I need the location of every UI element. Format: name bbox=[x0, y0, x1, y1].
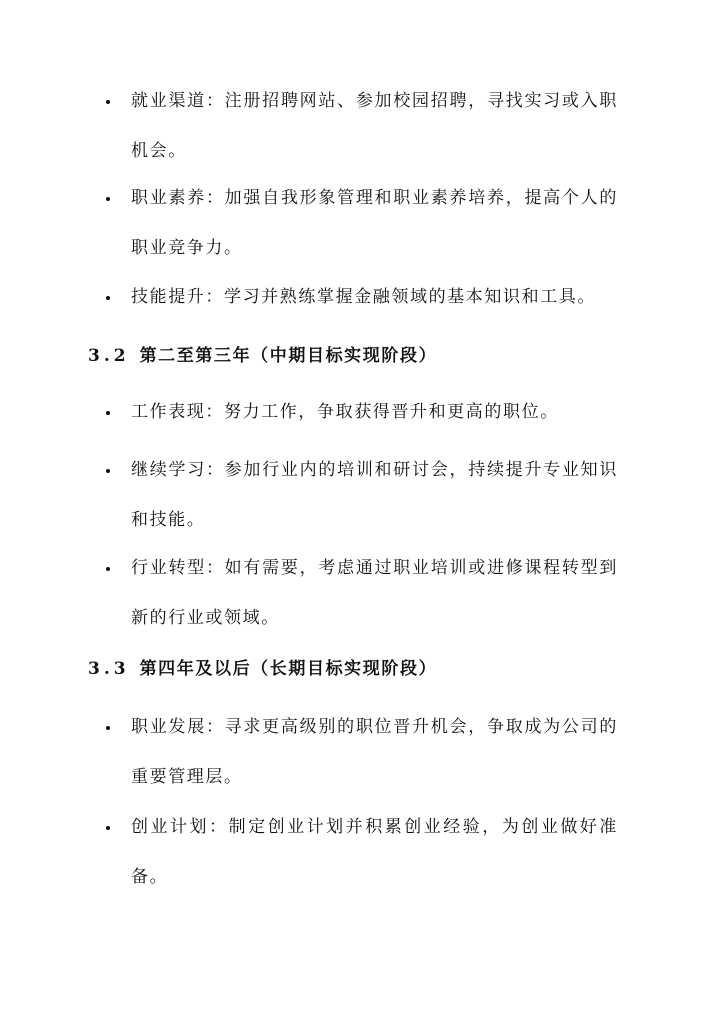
list-item-text: 职业素养：加强自我形象管理和职业素养培养，提高个人的职业竞争力。 bbox=[131, 188, 618, 258]
list-item bbox=[106, 543, 618, 643]
bullet-icon bbox=[106, 296, 110, 300]
bullet-icon bbox=[106, 567, 110, 571]
list-item bbox=[106, 76, 618, 176]
bullet-icon bbox=[106, 411, 110, 415]
section-title: 第四年及以后（长期目标实现阶段） bbox=[139, 659, 438, 679]
list-item bbox=[106, 387, 618, 437]
list-item-text: 继续学习：参加行业内的培训和研讨会，持续提升专业知识和技能。 bbox=[131, 460, 618, 530]
list-item-text: 工作表现：努力工作，争取获得晋升和更高的职位。 bbox=[131, 402, 559, 422]
list-item-text: 就业渠道：注册招聘网站、参加校园招聘，寻找实习或入职机会。 bbox=[131, 91, 618, 161]
bullet-icon bbox=[106, 197, 110, 201]
bullet-icon bbox=[106, 100, 110, 104]
section-heading bbox=[88, 655, 437, 683]
list-item-text: 技能提升：学习并熟练掌握金融领域的基本知识和工具。 bbox=[131, 287, 596, 307]
bullet-icon bbox=[106, 726, 110, 730]
list-item bbox=[106, 272, 618, 322]
list-item bbox=[106, 702, 618, 802]
section-heading bbox=[88, 342, 437, 370]
list-item-text: 职业发展：寻求更高级别的职位晋升机会，争取成为公司的重要管理层。 bbox=[131, 717, 618, 787]
section-title: 第二至第三年（中期目标实现阶段） bbox=[139, 346, 438, 366]
section-number: 3.2 bbox=[88, 346, 130, 366]
section-number: 3.3 bbox=[88, 659, 130, 679]
list-item-text: 行业转型：如有需要，考虑通过职业培训或进修课程转型到新的行业或领域。 bbox=[131, 558, 618, 628]
list-item bbox=[106, 802, 618, 902]
list-item-text: 创业计划：制定创业计划并积累创业经验，为创业做好准备。 bbox=[131, 817, 618, 887]
list-item bbox=[106, 445, 618, 545]
bullet-icon bbox=[106, 469, 110, 473]
bullet-icon bbox=[106, 826, 110, 830]
list-item bbox=[106, 173, 618, 273]
